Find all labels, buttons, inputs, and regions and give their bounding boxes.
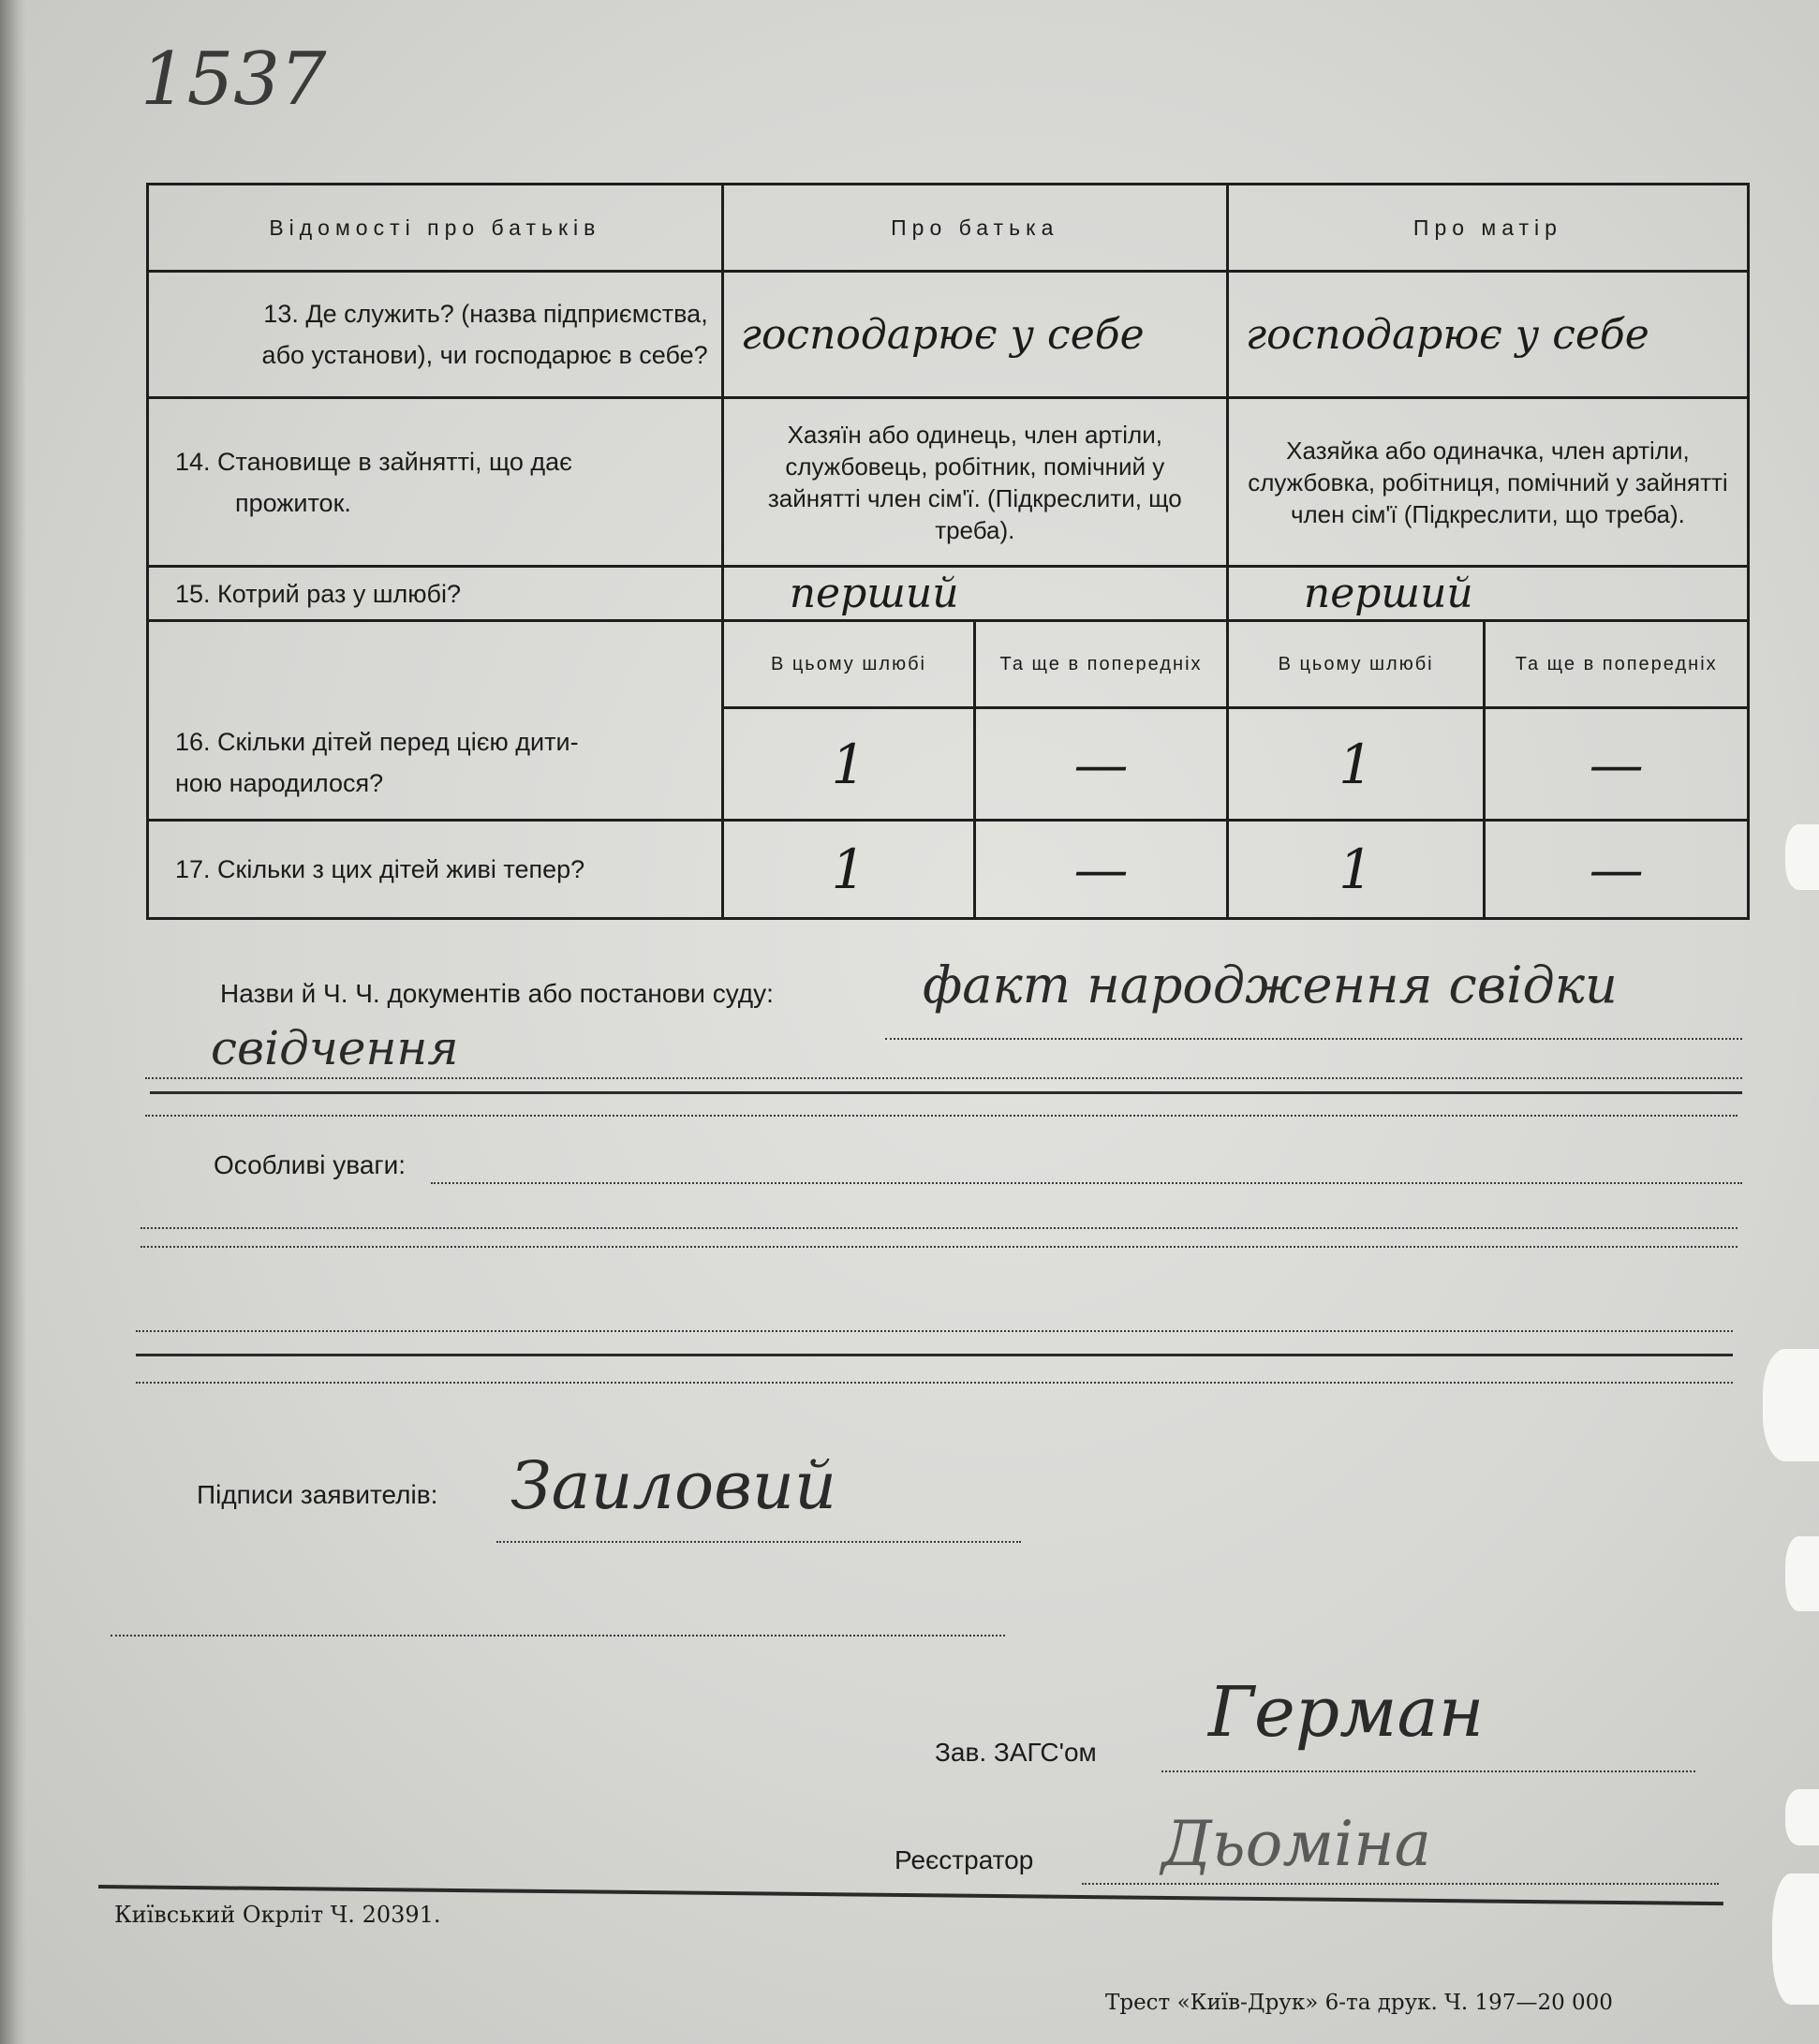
remarks-line-2: [140, 1227, 1738, 1229]
question-14: [148, 398, 723, 567]
answer-17-father-this: 1: [722, 821, 975, 919]
documents-value: факт народження свідки: [923, 955, 1618, 1015]
question-14-line2: прожиток.: [235, 488, 351, 517]
documents-label: Назви й Ч. Ч. документів або постанови суду:: [220, 979, 774, 1008]
torn-edge: [1785, 824, 1819, 890]
documents-value-2: свідчення: [211, 1021, 459, 1075]
torn-edge: [1763, 1349, 1819, 1461]
subhead-mother-previous: Та ще в попередніх: [1485, 621, 1749, 708]
applicant-signature: Заиловий: [510, 1447, 837, 1524]
documents-line: [885, 1038, 1742, 1040]
answer-16-mother-this: 1: [1227, 708, 1484, 821]
question-17: 17. Скільки з цих дітей живі тепер?: [148, 821, 723, 919]
answer-17-mother-prev: —: [1485, 821, 1749, 919]
answer-13-father: господарює у себе: [722, 272, 1227, 398]
registrar-signature: Дьоміна: [1161, 1808, 1431, 1880]
zags-head-label: Зав. ЗАГС'ом: [935, 1738, 1097, 1767]
answer-13-mother: господарює у себе: [1227, 272, 1748, 398]
answer-17-mother-this: 1: [1227, 821, 1484, 919]
divider: [136, 1354, 1733, 1356]
answer-15-father: перший: [722, 567, 1227, 621]
page-edge-shadow: [0, 0, 26, 2044]
registrar-label: Реєстратор: [895, 1845, 1034, 1874]
question-13: [148, 272, 723, 398]
torn-edge: [1785, 1536, 1819, 1611]
parents-info-table: [146, 183, 1750, 920]
question-16: [148, 621, 723, 821]
subhead-father-this-marriage: В цьому шлюбі: [722, 621, 975, 708]
remarks-line-1: [431, 1182, 1742, 1184]
answer-16-father-prev: —: [975, 708, 1228, 821]
answer-15-mother: перший: [1227, 567, 1748, 621]
documents-line-2: [145, 1077, 1742, 1079]
answer-16-father-this: 1: [722, 708, 975, 821]
options-14-mother: Хазяйка або одиначка, член артіли, службовка, робітниця, помічний у зайнятті член сім'ї (Підкреслити, що треба).: [1227, 398, 1748, 567]
torn-edge: [1785, 1789, 1819, 1845]
question-13-line1: 13. Де служить? (назва підприємства,: [263, 300, 708, 328]
signature-line-1: [496, 1541, 1021, 1543]
registrar-line: [1082, 1883, 1719, 1885]
divider: [150, 1091, 1742, 1094]
question-14-line1: 14. Становище в зайнятті, що дає: [175, 447, 572, 476]
documents-line-3: [145, 1115, 1738, 1117]
footer-right: Трест «Київ-Друк» 6-та друк. Ч. 197—20 000: [1105, 1991, 1613, 2015]
zags-head-line: [1161, 1770, 1695, 1772]
torn-edge: [1772, 1874, 1819, 2005]
question-16-line2: ною народилося?: [175, 769, 384, 797]
options-14-father: Хазяїн або одинець, член артіли, службовець, робітник, помічний у зайнятті член сім'ї. (Підкреслити, що треба).: [722, 398, 1227, 567]
remarks-line-4: [136, 1330, 1733, 1332]
subhead-mother-this-marriage: В цьому шлюбі: [1227, 621, 1484, 708]
remarks-line-5: [136, 1382, 1733, 1384]
signatures-label: Підписи заявителів:: [197, 1480, 438, 1509]
answer-17-father-prev: —: [975, 821, 1228, 919]
footer-left: Київський Окрліт Ч. 20391.: [114, 1902, 441, 1928]
signature-line-2: [111, 1635, 1005, 1637]
remarks-label: Особливі уваги:: [214, 1150, 407, 1179]
zags-head-signature: Герман: [1208, 1672, 1485, 1753]
header-parents-info: Відомості про батьків: [148, 185, 723, 272]
question-13-line2: або установи), чи господарює в себе?: [261, 341, 708, 369]
remarks-line-3: [140, 1246, 1738, 1248]
question-16-line1: 16. Скільки дітей перед цією дити-: [175, 728, 579, 756]
subhead-father-previous: Та ще в попередніх: [975, 621, 1228, 708]
question-15: 15. Котрий раз у шлюбі?: [148, 567, 723, 621]
header-mother: Про матір: [1227, 185, 1748, 272]
archive-number: 1537: [140, 37, 327, 122]
answer-16-mother-prev: —: [1485, 708, 1749, 821]
header-father: Про батька: [722, 185, 1227, 272]
